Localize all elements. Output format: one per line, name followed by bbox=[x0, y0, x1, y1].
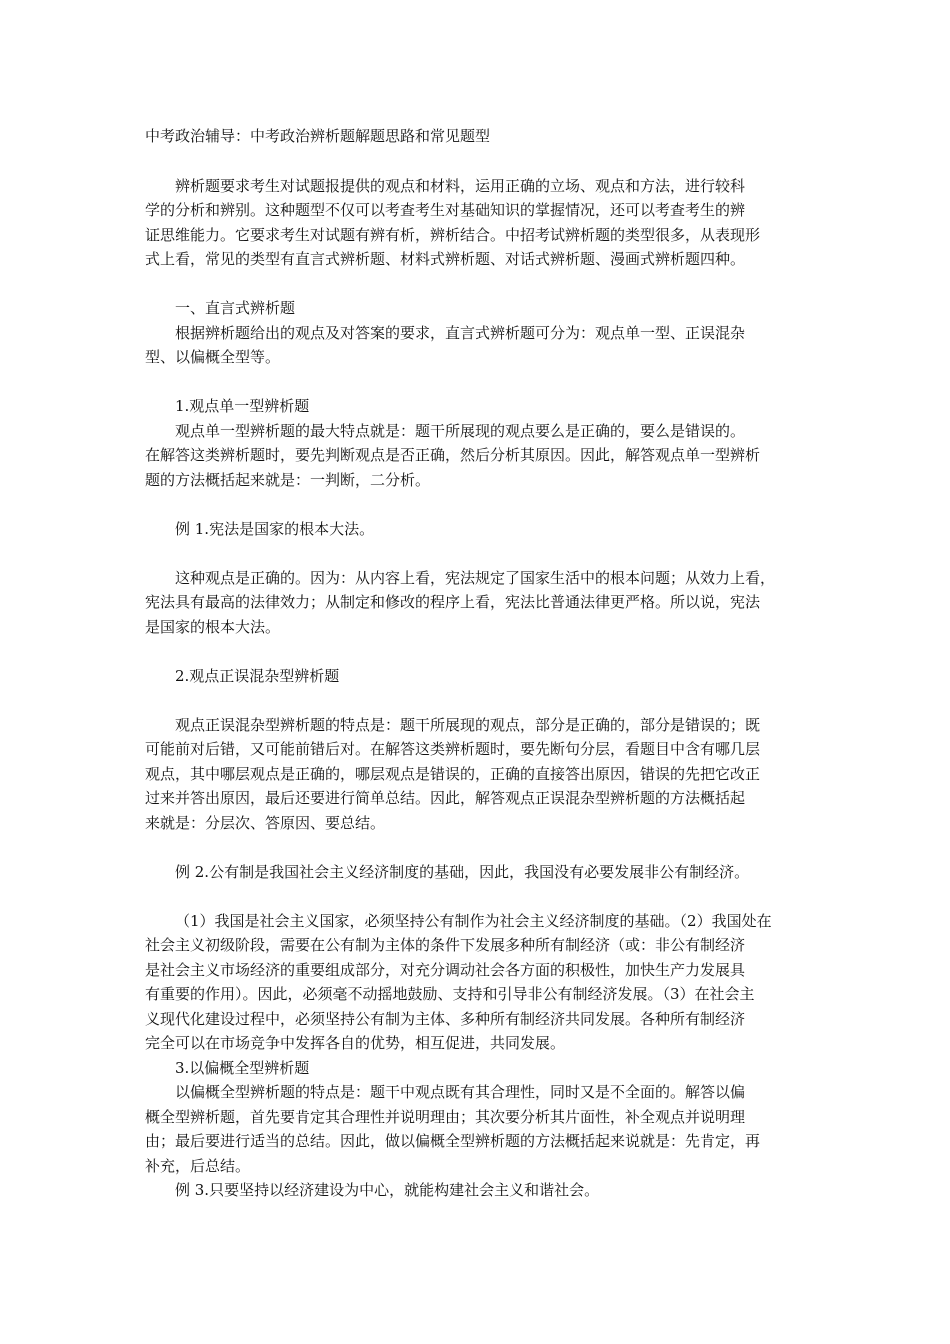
sub2-line: 观点，其中哪层观点是正确的，哪层观点是错误的，正确的直接答出原因，错误的先把它改正 bbox=[145, 764, 761, 783]
sub3-line: 概全型辨析题，首先要肯定其合理性并说明理由；其次要分析其片面性，补全观点并说明理 bbox=[145, 1107, 746, 1126]
sub2-line: 观点正误混杂型辨析题的特点是：题干所展现的观点，部分是正确的，部分是错误的；既 bbox=[175, 715, 761, 734]
intro-line: 辨析题要求考生对试题报提供的观点和材料，运用正确的立场、观点和方法，进行较科 bbox=[175, 176, 746, 195]
sub3-line: 以偏概全型辨析题的特点是：题干中观点既有其合理性，同时又是不全面的。解答以偏 bbox=[175, 1083, 746, 1101]
example3: 例 3.只要坚持以经济建设为中心，就能构建社会主义和谐社会。 bbox=[175, 1181, 600, 1199]
sub1-heading: 1.观点单一型辨析题 bbox=[175, 397, 310, 415]
example2-answer-line: 是社会主义市场经济的重要组成部分，对充分调动社会各方面的积极性，加快生产力发展具 bbox=[145, 960, 746, 979]
example1-answer-line: 是国家的根本大法。 bbox=[145, 617, 281, 636]
example1: 例 1.宪法是国家的根本大法。 bbox=[175, 519, 375, 538]
sub3-line: 由；最后要进行适当的总结。因此，做以偏概全型辨析题的方法概括起来说就是：先肯定，再 bbox=[145, 1132, 761, 1150]
example2-answer-line: （1）我国是社会主义国家，必须坚持公有制作为社会主义经济制度的基础。（2）我国处在 bbox=[175, 911, 772, 930]
section1-heading: 一、直言式辨析题 bbox=[175, 299, 296, 317]
sub1-line: 题的方法概括起来就是：一判断，二分析。 bbox=[145, 470, 431, 489]
sub3-line: 补充，后总结。 bbox=[145, 1156, 251, 1175]
intro-line: 证思维能力。它要求考生对试题有辨有析，辨析结合。中招考试辨析题的类型很多，从表现形 bbox=[145, 225, 761, 244]
example1-answer bbox=[145, 566, 815, 640]
sub3-heading: 3.以偏概全型辨析题 bbox=[175, 1058, 310, 1077]
intro-line: 式上看，常见的类型有直言式辨析题、材料式辨析题、对话式辨析题、漫画式辨析题四种。 bbox=[145, 250, 746, 268]
example1-answer-line: 宪法具有最高的法律效力；从制定和修改的程序上看，宪法比普通法律更严格。所以说，宪法 bbox=[145, 593, 761, 611]
sub1-paragraph bbox=[145, 419, 815, 493]
sub2-line: 可能前对后错，又可能前错后对。在解答这类辨析题时，要先断句分层，看题目中含有哪几层 bbox=[145, 740, 761, 758]
sub2-paragraph bbox=[145, 713, 815, 836]
document-title: 中考政治辅导：中考政治辨析题解题思路和常见题型 bbox=[145, 127, 491, 145]
section1-line: 根据辨析题给出的观点及对答案的要求，直言式辨析题可分为：观点单一型、正误混杂 bbox=[175, 323, 746, 342]
example2-answer-line: 有重要的作用）。因此，必须毫不动摇地鼓励、支持和引导非公有制经济发展。（3）在社会主 bbox=[145, 985, 755, 1003]
example1-answer-line: 这种观点是正确的。因为：从内容上看，宪法规定了国家生活中的根本问题；从效力上看， bbox=[175, 568, 776, 587]
sub1-line: 在解答这类辨析题时，要先判断观点是否正确，然后分析其原因。因此，解答观点单一型辨析 bbox=[145, 446, 761, 464]
sub2-line: 过来并答出原因，最后还要进行简单总结。因此，解答观点正误混杂型辨析题的方法概括起 bbox=[145, 789, 746, 807]
sub3-paragraph bbox=[145, 1080, 815, 1178]
example2-answer bbox=[145, 909, 815, 1056]
intro-line: 学的分析和辨别。这种题型不仅可以考查考生对基础知识的掌握情况，还可以考查考生的辨 bbox=[145, 201, 746, 219]
example2: 例 2.公有制是我国社会主义经济制度的基础，因此，我国没有必要发展非公有制经济。 bbox=[175, 862, 750, 881]
section1-paragraph bbox=[145, 321, 815, 370]
sub2-line: 来就是：分层次、答原因、要总结。 bbox=[145, 813, 386, 832]
example2-answer-line: 义现代化建设过程中，必须坚持公有制为主体、多种所有制经济共同发展。各种所有制经济 bbox=[145, 1009, 746, 1028]
section1-line: 型、以偏概全型等。 bbox=[145, 348, 281, 366]
intro-paragraph bbox=[145, 174, 815, 272]
example2-answer-line: 完全可以在市场竞争中发挥各自的优势，相互促进，共同发展。 bbox=[145, 1034, 566, 1052]
document-page bbox=[145, 124, 815, 1203]
example2-answer-line: 社会主义初级阶段，需要在公有制为主体的条件下发展多种所有制经济（或：非公有制经济 bbox=[145, 936, 746, 954]
sub2-heading: 2.观点正误混杂型辨析题 bbox=[175, 666, 340, 685]
sub1-line: 观点单一型辨析题的最大特点就是：题干所展现的观点要么是正确的，要么是错误的。 bbox=[175, 421, 746, 440]
